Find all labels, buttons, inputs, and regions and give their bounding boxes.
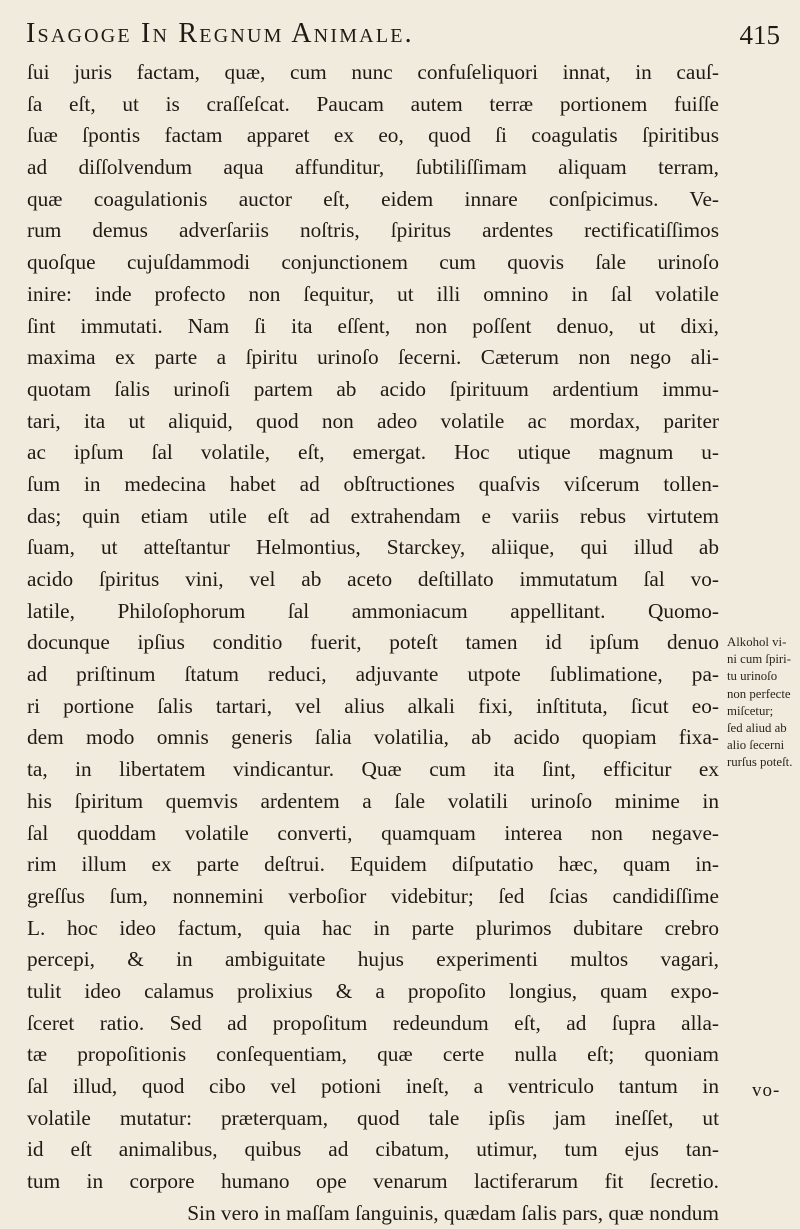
- margin-note: [727, 634, 797, 772]
- text-line: percepi, & in ambiguitate hujus experimenti multos vagari,: [27, 947, 719, 972]
- text-line: quæ coagulationis auctor eſt, eidem innare conſpicimus. Ve-: [27, 186, 719, 211]
- text-line: acido ſpiritus vini, vel ab aceto deſtillato immutatum ſal vo-: [27, 567, 719, 591]
- text-line: latile, Philoſophorum ſal ammoniacum appellitant. Quomo-: [27, 598, 719, 623]
- catchword: vo-: [752, 1080, 781, 1101]
- margin-note-line: non perfecte: [727, 686, 791, 701]
- text-line: ac ipſum ſal volatile, eſt, emergat. Hoc utique magnum u-: [27, 440, 719, 465]
- text-line: docunque ipſius conditio fuerit, poteſt tamen id ipſum denuo: [27, 630, 719, 655]
- margin-note-line: alio ſecerni: [727, 738, 785, 753]
- text-line: ſal quoddam volatile converti, quamquam interea non negave-: [27, 820, 719, 845]
- text-line: rim illum ex parte deſtrui. Equidem diſputatio hæc, quam in-: [27, 852, 719, 877]
- margin-note-line: Alkohol vi-: [727, 635, 787, 649]
- text-line: tum in corpore humano ope venarum lactiferarum fit ſecretio.: [27, 1169, 719, 1194]
- text-line: tæ propoſitionis conſequentiam, quæ certe nulla eſt; quoniam: [27, 1042, 719, 1067]
- text-line: L. hoc ideo factum, quia hac in parte plurimos dubitare crebro: [27, 915, 719, 940]
- text-line: ſal illud, quod cibo vel potioni ineſt, a ventriculo tantum in: [27, 1074, 719, 1098]
- text-line: ſuam, ut atteſtantur Helmontius, Starckey, aliique, qui illud ab: [27, 535, 719, 560]
- text-line: volatile mutatur: præterquam, quod tale ipſis jam ineſſet, ut: [27, 1105, 719, 1130]
- margin-note-line: rurſus poteſt.: [727, 755, 793, 770]
- text-line: das; quin etiam utile eſt ad extrahendam e variis rebus virtutem: [27, 503, 719, 528]
- text-line: tari, ita ut aliquid, quod non adeo volatile ac mordax, pariter: [27, 408, 719, 433]
- text-line: ta, in libertatem vindicantur. Quæ cum ita ſint, efficitur ex: [27, 757, 719, 782]
- margin-note-line: ni cum ſpiri-: [727, 652, 791, 667]
- text-line: dem modo omnis generis ſalia volatilia, ab acido quopiam fixa-: [27, 725, 719, 750]
- margin-note-line: miſcetur;: [727, 703, 774, 718]
- text-line: quoſque cujuſdammodi conjunctionem cum quovis ſale urinoſo: [27, 250, 719, 275]
- text-line: greſſus ſum, nonnemini verboſior videbitur; ſed ſcias candidiſſime: [27, 883, 719, 908]
- text-line: quotam ſalis urinoſi partem ab acido ſpirituum ardentium immu-: [27, 376, 719, 401]
- text-line: ad priſtinum ſtatum reduci, adjuvante utpote ſublimatione, pa-: [27, 662, 719, 687]
- text-line: tulit ideo calamus prolixius & a propoſito longius, quam expo-: [27, 978, 719, 1003]
- running-title: Isagoge In Regnum Animale.: [26, 18, 414, 49]
- text-line: ad diſſolvendum aqua affunditur, ſubtiliſſimam aliquam terram,: [27, 155, 719, 180]
- margin-note-line: tu urinoſo: [727, 669, 778, 684]
- text-line: ſa eſt, ut is craſſeſcat. Paucam autem terræ portionem fuiſſe: [27, 91, 719, 116]
- text-line: ſuæ ſpontis factam apparet ex eo, quod ſi coagulatis ſpiritibus: [27, 123, 719, 148]
- text-line: ri portione ſalis tartari, vel alius alkali fixi, inſtituta, ſicut eo-: [27, 693, 719, 718]
- text-line: ſceret ratio. Sed ad propoſitum redeundum eſt, ad ſupra alla-: [27, 1010, 719, 1035]
- text-line: ſum in medecina habet ad obſtructiones quaſvis viſcerum tollen-: [27, 471, 719, 496]
- page-header: [20, 14, 790, 54]
- margin-note-line: ſed aliud ab: [727, 721, 787, 736]
- main-text-block: [27, 57, 719, 1229]
- text-line: inire: inde profecto non ſequitur, ut illi omnino in ſal volatile: [27, 281, 719, 306]
- text-line: rum demus adverſariis noſtris, ſpiritus ardentes rectificatiſſimos: [27, 218, 719, 243]
- text-line: id eſt animalibus, quibus ad cibatum, utimur, tum ejus tan-: [27, 1137, 719, 1162]
- text-line: his ſpiritum quemvis ardentem a ſale volatili urinoſo minime in: [27, 788, 719, 813]
- page-number: 415: [739, 20, 780, 50]
- text-line: ſui juris factam, quæ, cum nunc confuſeliquori innat, in cauſ-: [27, 60, 719, 84]
- text-line: ſint immutati. Nam ſi ita eſſent, non poſſent denuo, ut dixi,: [27, 313, 719, 338]
- text-line: maxima ex parte a ſpiritu urinoſo ſecerni. Cæterum non nego ali-: [27, 345, 719, 370]
- text-line: Sin vero in maſſam ſanguinis, quædam ſalis pars, quæ nondum: [187, 1200, 719, 1225]
